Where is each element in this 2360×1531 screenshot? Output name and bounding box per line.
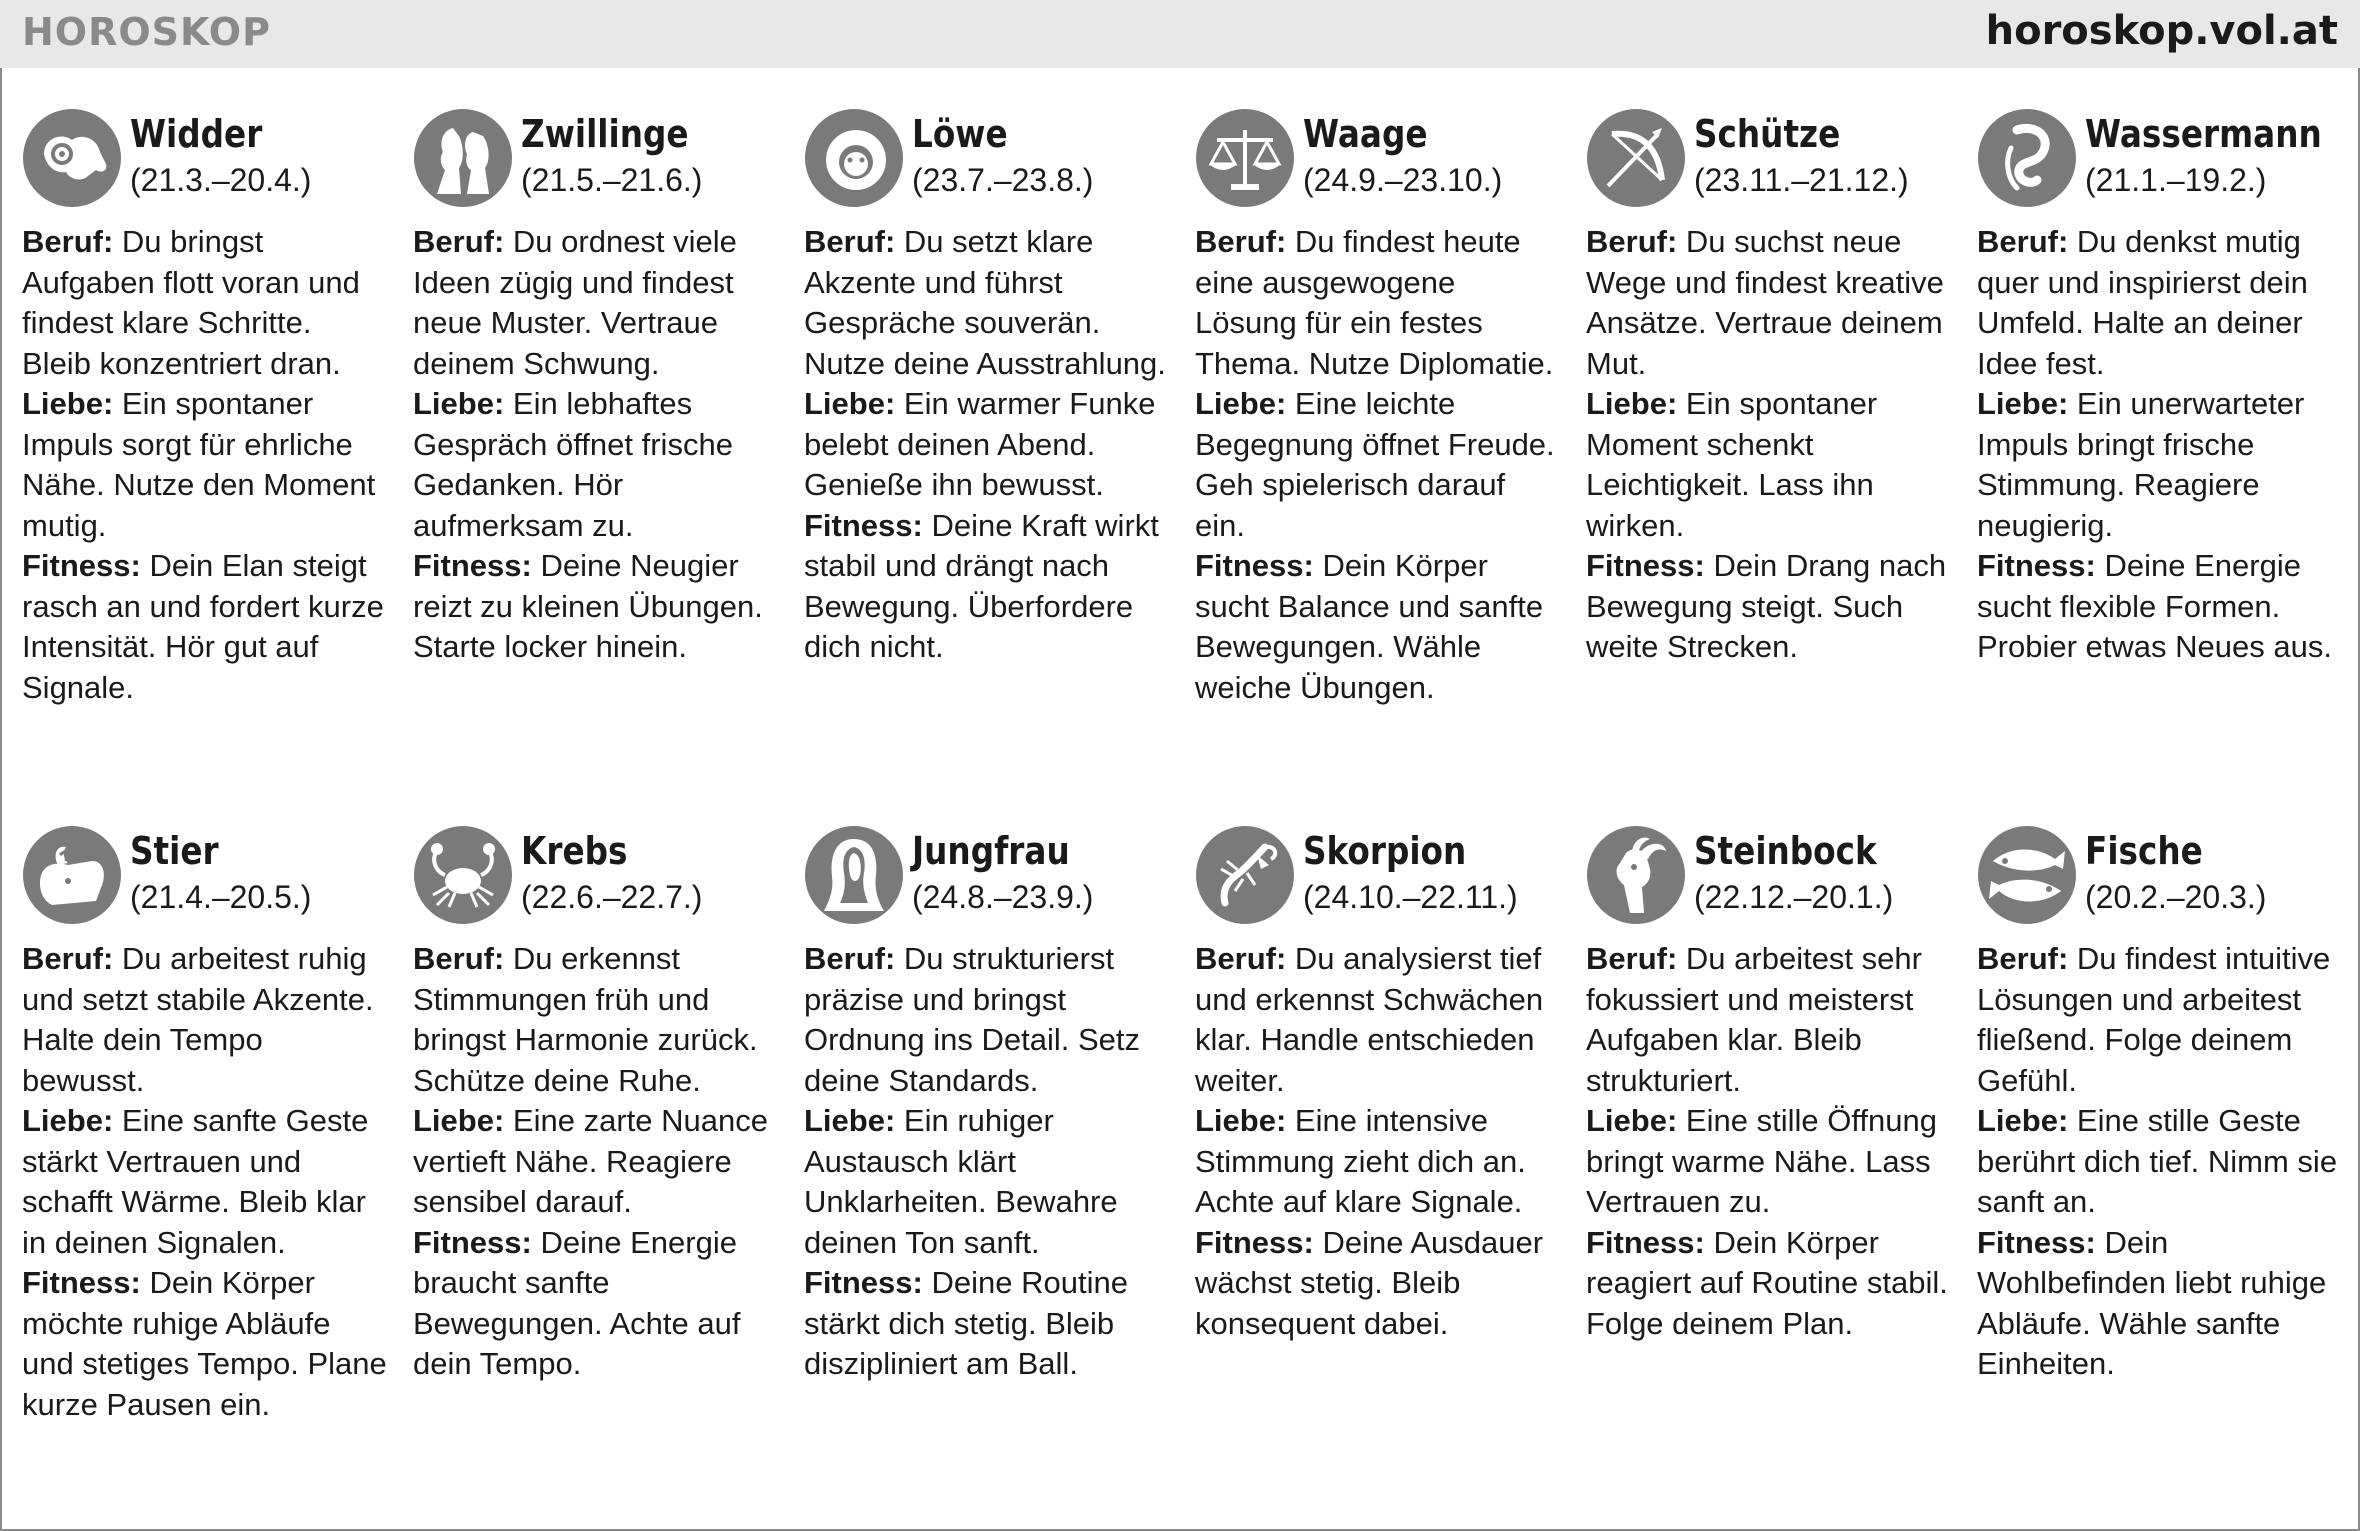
beruf-text: Du analysierst tief und erkennst Schwächen klar. Handle entschieden weiter. — [1195, 941, 1544, 1098]
sign-name: Jungfrau — [912, 829, 1070, 873]
taurus-icon — [22, 825, 122, 925]
liebe-label: Liebe: — [1586, 386, 1678, 421]
beruf-text: Du ordnest viele Ideen zügig und findest neue Muster. Vertraue deinem Schwung. — [413, 224, 737, 381]
beruf-text: Du findest heute eine ausgewogene Lösung für ein festes Thema. Nutze Diplomatie. — [1195, 224, 1554, 381]
sign-header — [1195, 108, 1561, 216]
fitness-label: Fitness: — [1586, 1224, 1705, 1260]
fitness-text: Dein Körper möchte ruhige Abläufe und stetiges Tempo. Plane kurze Pausen ein. — [22, 1265, 387, 1422]
sign-header — [1586, 108, 1952, 216]
liebe-text: Eine sanfte Geste stärkt Vertrauen und schafft Wärme. Bleib klar in deinen Signalen. — [22, 1103, 369, 1260]
beruf-label: Beruf: — [22, 941, 114, 976]
sign-name: Krebs — [521, 829, 628, 873]
sign-name: Löwe — [912, 112, 1008, 156]
sign-dates: (22.6.–22.7.) — [521, 879, 703, 915]
fitness-text: Deine Neugier reizt zu kleinen Übungen. Starte locker hinein. — [413, 548, 763, 664]
sign-text — [804, 222, 1170, 668]
sign-name: Wassermann — [2085, 112, 2322, 156]
beruf-label: Beruf: — [413, 224, 505, 259]
sagittarius-icon — [1586, 108, 1686, 208]
sign-header — [413, 825, 779, 933]
sign-card — [413, 108, 779, 668]
sign-card — [22, 108, 388, 708]
sign-text — [1977, 939, 2343, 1385]
sign-dates: (24.9.–23.10.) — [1303, 162, 1503, 198]
liebe-label: Liebe: — [413, 1103, 505, 1138]
sign-card — [804, 825, 1170, 1385]
sign-header — [804, 825, 1170, 933]
sign-dates: (21.5.–21.6.) — [521, 162, 703, 198]
liebe-text: Eine stille Öffnung bringt warme Nähe. Lass Vertrauen zu. — [1586, 1103, 1937, 1219]
gemini-icon — [413, 108, 513, 208]
liebe-text: Ein ruhiger Austausch klärt Unklarheiten. Bewahre deinen Ton sanft. — [804, 1103, 1118, 1260]
sign-header — [804, 108, 1170, 216]
fitness-text: Deine Energie sucht flexible Formen. Probier etwas Neues aus. — [1977, 548, 2332, 664]
sign-name: Stier — [130, 829, 219, 873]
liebe-label: Liebe: — [1977, 386, 2069, 421]
liebe-text: Ein unerwarteter Impuls bringt frische Stimmung. Reagiere neugierig. — [1977, 386, 2305, 543]
liebe-text: Ein lebhaftes Gespräch öffnet frische Gedanken. Hör aufmerksam zu. — [413, 386, 733, 543]
fitness-label: Fitness: — [22, 1265, 141, 1300]
liebe-text: Eine intensive Stimmung zieht dich an. Achte auf klare Signale. — [1195, 1103, 1526, 1219]
sign-card — [804, 108, 1170, 668]
sign-header — [1195, 825, 1561, 933]
liebe-text: Eine zarte Nuance vertieft Nähe. Reagiere sensibel darauf. — [413, 1103, 768, 1219]
beruf-text: Du bringst Aufgaben flott voran und findest klare Schritte. Bleib konzentriert dran. — [22, 224, 360, 381]
sign-card — [1586, 825, 1952, 1344]
sign-header — [1977, 108, 2343, 216]
header-title: HOROSKOP — [22, 10, 271, 54]
header-bar — [0, 0, 2360, 68]
fitness-text: Deine Energie braucht sanfte Bewegungen. Achte auf dein Tempo. — [413, 1224, 741, 1381]
sign-header — [413, 108, 779, 216]
beruf-text: Du erkennst Stimmungen früh und bringst Harmonie zurück. Schütze deine Ruhe. — [413, 941, 758, 1098]
fitness-text: Dein Körper sucht Balance und sanfte Bewegungen. Wähle weiche Übungen. — [1195, 548, 1544, 705]
liebe-label: Liebe: — [1195, 1103, 1287, 1138]
sign-card — [1977, 825, 2343, 1385]
fitness-label: Fitness: — [413, 1224, 532, 1260]
sign-text — [1195, 939, 1561, 1344]
beruf-label: Beruf: — [1586, 941, 1678, 976]
beruf-label: Beruf: — [804, 224, 896, 259]
liebe-label: Liebe: — [804, 386, 896, 421]
sign-header — [22, 108, 388, 216]
liebe-label: Liebe: — [804, 1103, 896, 1138]
sign-dates: (23.7.–23.8.) — [912, 162, 1094, 198]
sign-dates: (21.4.–20.5.) — [130, 879, 312, 915]
fitness-label: Fitness: — [1586, 548, 1705, 583]
liebe-text: Eine stille Geste berührt dich tief. Nimm sie sanft an. — [1977, 1103, 2338, 1219]
fitness-label: Fitness: — [1977, 1224, 2096, 1260]
scorpio-icon — [1195, 825, 1295, 925]
sign-card — [1195, 825, 1561, 1344]
beruf-text: Du denkst mutig quer und inspirierst dein Umfeld. Halte an deiner Idee fest. — [1977, 224, 2308, 381]
sign-text — [1586, 222, 1952, 668]
sign-text — [22, 222, 388, 708]
sign-dates: (21.3.–20.4.) — [130, 162, 312, 198]
beruf-text: Du setzt klare Akzente und führst Gespräche souverän. Nutze deine Ausstrahlung. — [804, 224, 1166, 381]
liebe-text: Eine leichte Begegnung öffnet Freude. Geh spielerisch darauf ein. — [1195, 386, 1555, 543]
sign-name: Zwillinge — [521, 112, 689, 156]
sign-header — [1977, 825, 2343, 933]
fitness-text: Dein Drang nach Bewegung steigt. Such weite Strecken. — [1586, 548, 1947, 664]
capricorn-icon — [1586, 825, 1686, 925]
sign-header — [1586, 825, 1952, 933]
beruf-label: Beruf: — [413, 941, 505, 976]
liebe-label: Liebe: — [22, 386, 114, 421]
sign-text — [1977, 222, 2343, 668]
liebe-text: Ein warmer Funke belebt deinen Abend. Genieße ihn bewusst. — [804, 386, 1156, 502]
sign-card — [1977, 108, 2343, 668]
fitness-text: Deine Ausdauer wächst stetig. Bleib konsequent dabei. — [1195, 1224, 1544, 1341]
sign-text — [1195, 222, 1561, 708]
sign-name: Steinbock — [1694, 829, 1877, 873]
beruf-label: Beruf: — [1586, 224, 1678, 259]
beruf-text: Du strukturierst präzise und bringst Ordnung ins Detail. Setz deine Standards. — [804, 941, 1141, 1098]
fitness-label: Fitness: — [804, 1265, 923, 1300]
sign-dates: (24.8.–23.9.) — [912, 879, 1094, 915]
sign-text — [413, 939, 779, 1385]
beruf-label: Beruf: — [804, 941, 896, 976]
fitness-label: Fitness: — [1977, 548, 2096, 583]
fitness-label: Fitness: — [413, 548, 532, 583]
sign-card — [1195, 108, 1561, 708]
leo-icon — [804, 108, 904, 208]
liebe-text: Ein spontaner Moment schenkt Leichtigkeit. Lass ihn wirken. — [1586, 386, 1878, 543]
beruf-text: Du arbeitest ruhig und setzt stabile Akzente. Halte dein Tempo bewusst. — [22, 941, 374, 1098]
sign-text — [804, 939, 1170, 1385]
fitness-text: Deine Routine stärkt dich stetig. Bleib diszipliniert am Ball. — [804, 1265, 1128, 1381]
beruf-text: Du suchst neue Wege und findest kreative Ansätze. Vertraue deinem Mut. — [1586, 224, 1944, 381]
aquarius-icon — [1977, 108, 2077, 208]
beruf-label: Beruf: — [22, 224, 114, 259]
liebe-label: Liebe: — [1586, 1103, 1678, 1138]
sign-dates: (20.2.–20.3.) — [2085, 879, 2267, 915]
sign-card — [22, 825, 388, 1425]
sign-dates: (23.11.–21.12.) — [1694, 162, 1909, 198]
sign-text — [413, 222, 779, 668]
beruf-label: Beruf: — [1195, 224, 1287, 259]
sign-text — [22, 939, 388, 1425]
liebe-label: Liebe: — [1977, 1103, 2069, 1138]
sign-name: Schütze — [1694, 112, 1841, 156]
beruf-label: Beruf: — [1977, 224, 2069, 259]
beruf-label: Beruf: — [1195, 941, 1287, 976]
aries-icon — [22, 108, 122, 208]
fitness-text: Dein Wohlbefinden liebt ruhige Abläufe. Wähle sanfte Einheiten. — [1977, 1224, 2327, 1381]
liebe-label: Liebe: — [413, 386, 505, 421]
liebe-label: Liebe: — [1195, 386, 1287, 421]
fitness-label: Fitness: — [804, 507, 923, 543]
sign-dates: (21.1.–19.2.) — [2085, 162, 2267, 198]
fitness-text: Dein Elan steigt rasch an und fordert kurze Intensität. Hör gut auf Signale. — [22, 548, 384, 705]
sign-name: Widder — [130, 112, 263, 156]
sign-name: Waage — [1303, 112, 1428, 156]
pisces-icon — [1977, 825, 2077, 925]
sign-header — [22, 825, 388, 933]
fitness-label: Fitness: — [1195, 1224, 1314, 1260]
sign-card — [1586, 108, 1952, 668]
sign-text — [1586, 939, 1952, 1344]
fitness-label: Fitness: — [1195, 548, 1314, 583]
sign-name: Fische — [2085, 829, 2203, 873]
fitness-text: Deine Kraft wirkt stabil und drängt nach Bewegung. Überfordere dich nicht. — [804, 507, 1159, 664]
sign-name: Skorpion — [1303, 829, 1467, 873]
beruf-text: Du findest intuitive Lösungen und arbeitest fließend. Folge deinem Gefühl. — [1977, 941, 2331, 1098]
fitness-text: Dein Körper reagiert auf Routine stabil. Folge deinem Plan. — [1586, 1224, 1948, 1341]
sign-dates: (22.12.–20.1.) — [1694, 879, 1894, 915]
cancer-icon — [413, 825, 513, 925]
liebe-text: Ein spontaner Impuls sorgt für ehrliche Nähe. Nutze den Moment mutig. — [22, 386, 376, 543]
beruf-text: Du arbeitest sehr fokussiert und meisterst Aufgaben klar. Bleib strukturiert. — [1586, 941, 1922, 1098]
beruf-label: Beruf: — [1977, 941, 2069, 976]
liebe-label: Liebe: — [22, 1103, 114, 1138]
virgo-icon — [804, 825, 904, 925]
sign-dates: (24.10.–22.11.) — [1303, 879, 1518, 915]
fitness-label: Fitness: — [22, 548, 141, 583]
libra-icon — [1195, 108, 1295, 208]
sign-card — [413, 825, 779, 1385]
header-site-link[interactable]: horoskop.vol.at — [1985, 8, 2338, 54]
